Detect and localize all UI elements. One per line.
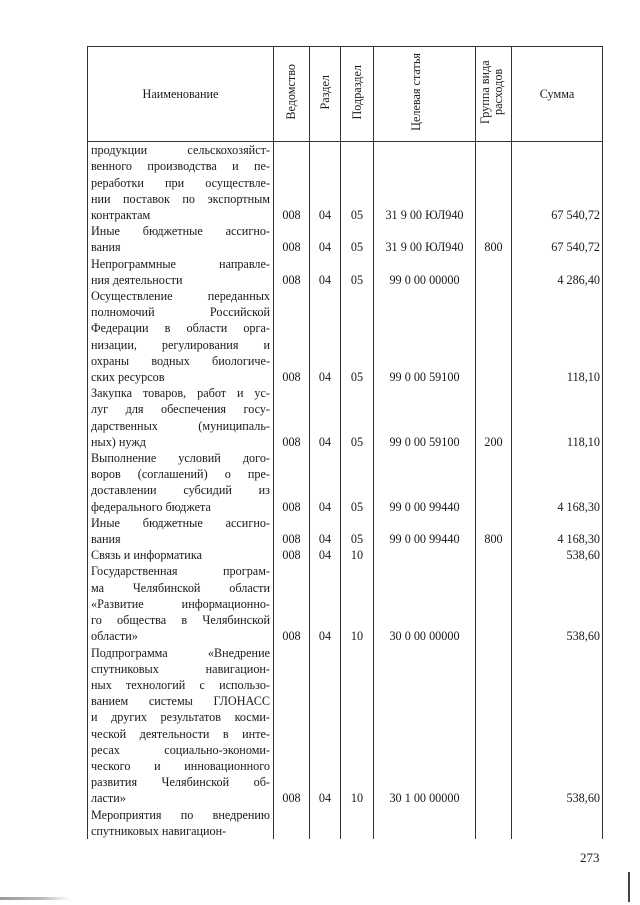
header-section: Раздел [310, 47, 341, 142]
row-section: 04 [310, 645, 341, 807]
row-name [88, 563, 274, 644]
row-name-line: ванием системы ГЛОНАСС [91, 694, 270, 709]
row-group [476, 256, 512, 288]
row-subsection: 05 [341, 288, 374, 385]
row-name-line: области» [91, 629, 138, 644]
table-row [88, 385, 603, 450]
scan-edge-mark [628, 872, 630, 902]
row-target: 30 1 00 00000 [374, 645, 476, 807]
row-subsection: 05 [341, 223, 374, 255]
row-group [476, 807, 512, 839]
row-name-line: низации, регулирования и [91, 337, 270, 352]
row-name [88, 256, 274, 288]
row-name-line: развития Челябинской об- [91, 775, 270, 790]
table-body [88, 142, 603, 839]
row-sum: 118,10 [512, 288, 603, 385]
row-name-line: и других результатов косми- [91, 710, 270, 725]
row-dept: 008 [274, 515, 310, 547]
row-name-line: вания [91, 240, 121, 255]
row-dept: 008 [274, 385, 310, 450]
table-row [88, 563, 603, 644]
row-dept: 008 [274, 288, 310, 385]
row-name [88, 288, 274, 385]
row-sum: 67 540,72 [512, 142, 603, 224]
row-section: 04 [310, 288, 341, 385]
row-dept: 008 [274, 142, 310, 224]
header-dept: Ведомство [274, 47, 310, 142]
row-sum: 4 168,30 [512, 450, 603, 515]
row-dept [274, 807, 310, 839]
row-dept: 008 [274, 223, 310, 255]
row-name-line: реработки при осуществле- [91, 175, 270, 190]
header-name: Наименование [88, 47, 274, 142]
table-row [88, 223, 603, 255]
row-group [476, 645, 512, 807]
row-name-line: доставлении субсидий из [91, 483, 270, 498]
row-name [88, 223, 274, 255]
row-target: 99 0 00 99440 [374, 515, 476, 547]
row-name-line: Государственная програм- [91, 564, 270, 579]
row-subsection [341, 807, 374, 839]
row-name [88, 645, 274, 807]
row-name-line: воров (соглашений) о пре- [91, 467, 270, 482]
row-section: 04 [310, 385, 341, 450]
budget-table [87, 46, 603, 839]
row-sum: 67 540,72 [512, 223, 603, 255]
row-name [88, 515, 274, 547]
row-name-line: ских ресурсов [91, 370, 165, 385]
row-subsection: 05 [341, 142, 374, 224]
row-name-line: Закупка товаров, работ и ус- [91, 386, 270, 401]
row-dept: 008 [274, 256, 310, 288]
row-target: 99 0 00 59100 [374, 385, 476, 450]
row-group [476, 142, 512, 224]
table-row [88, 515, 603, 547]
row-target: 31 9 00 ЮЛ940 [374, 223, 476, 255]
row-dept: 008 [274, 547, 310, 563]
row-name [88, 547, 274, 563]
row-name-line: Выполнение условий дого- [91, 451, 270, 466]
row-name [88, 385, 274, 450]
row-group: 800 [476, 223, 512, 255]
row-name-line: «Развитие информационно- [91, 596, 270, 611]
table-row [88, 450, 603, 515]
row-section: 04 [310, 223, 341, 255]
row-name-line: ресах социально-экономи- [91, 742, 270, 757]
row-target: 30 0 00 00000 [374, 563, 476, 644]
row-dept: 008 [274, 563, 310, 644]
row-name [88, 807, 274, 839]
row-sum: 538,60 [512, 645, 603, 807]
row-dept: 008 [274, 450, 310, 515]
table-row [88, 288, 603, 385]
row-name-line: Мероприятия по внедрению [91, 807, 270, 822]
table-row [88, 547, 603, 563]
row-sum: 538,60 [512, 563, 603, 644]
row-section: 04 [310, 450, 341, 515]
row-name-line: ческого и инновационного [91, 758, 270, 773]
row-dept: 008 [274, 645, 310, 807]
row-name [88, 142, 274, 224]
table-row [88, 645, 603, 807]
row-group [476, 547, 512, 563]
row-section: 04 [310, 563, 341, 644]
budget-table-container [87, 46, 602, 838]
row-name-line: Иные бюджетные ассигно- [91, 224, 270, 239]
row-name-line: охраны водных биологиче- [91, 353, 270, 368]
row-name-line: спутниковых навигацион- [91, 823, 227, 838]
row-name-line: ма Челябинской области [91, 580, 270, 595]
row-section: 04 [310, 547, 341, 563]
row-target: 31 9 00 ЮЛ940 [374, 142, 476, 224]
table-header-row [88, 47, 603, 142]
row-target: 99 0 00 99440 [374, 450, 476, 515]
row-section: 04 [310, 256, 341, 288]
row-subsection: 05 [341, 385, 374, 450]
header-group: Группа вида расходов [476, 47, 512, 142]
row-section: 04 [310, 515, 341, 547]
row-name-line: спутниковых навигацион- [91, 661, 270, 676]
row-name-line: ных) нужд [91, 434, 146, 449]
row-subsection: 05 [341, 515, 374, 547]
row-group [476, 288, 512, 385]
row-name-line: Подпрограмма «Внедрение [91, 645, 270, 660]
row-group [476, 563, 512, 644]
row-name-line: ческой деятельности в инте- [91, 726, 270, 741]
table-row [88, 256, 603, 288]
row-target [374, 807, 476, 839]
row-section [310, 807, 341, 839]
row-subsection: 05 [341, 256, 374, 288]
row-name-line: полномочий Российской [91, 305, 270, 320]
row-name-line: контрактам [91, 208, 151, 223]
row-subsection: 10 [341, 563, 374, 644]
row-name-line: Непрограммные направле- [91, 256, 270, 271]
row-name-line: вания [91, 532, 121, 547]
row-target: 99 0 00 59100 [374, 288, 476, 385]
row-name-line: ласти» [91, 791, 126, 806]
header-sum: Сумма [512, 47, 603, 142]
table-row [88, 807, 603, 839]
row-name-line: Связь и информатика [91, 548, 202, 563]
row-name-line: луг для обеспечения госу- [91, 402, 270, 417]
row-name-line: Иные бюджетные ассигно- [91, 515, 270, 530]
row-section: 04 [310, 142, 341, 224]
scan-smudge [0, 897, 70, 900]
row-group: 800 [476, 515, 512, 547]
row-name-line: венного производства и пе- [91, 159, 270, 174]
row-name-line: дарственных (муниципаль- [91, 418, 270, 433]
header-subsection: Подраздел [341, 47, 374, 142]
row-target: 99 0 00 00000 [374, 256, 476, 288]
row-name-line: продукции сельскохозяйст- [91, 143, 270, 158]
row-sum: 4 168,30 [512, 515, 603, 547]
row-name [88, 450, 274, 515]
page-number: 273 [580, 850, 600, 865]
row-name-line: Федерации в области орга- [91, 321, 270, 336]
row-sum: 118,10 [512, 385, 603, 450]
row-name-line: Осуществление переданных [91, 289, 270, 304]
row-name-line: нии поставок по экспортным [91, 191, 270, 206]
row-group [476, 450, 512, 515]
table-row [88, 142, 603, 224]
row-group: 200 [476, 385, 512, 450]
row-sum: 538,60 [512, 547, 603, 563]
row-name-line: ных технологий с использо- [91, 677, 270, 692]
row-name-line: го общества в Челябинской [91, 613, 270, 628]
row-sum: 4 286,40 [512, 256, 603, 288]
row-subsection: 05 [341, 450, 374, 515]
row-name-line: федерального бюджета [91, 499, 211, 514]
row-name-line: ния деятельности [91, 272, 183, 287]
row-subsection: 10 [341, 547, 374, 563]
row-target [374, 547, 476, 563]
row-subsection: 10 [341, 645, 374, 807]
row-sum [512, 807, 603, 839]
header-target: Целевая статья [374, 47, 476, 142]
